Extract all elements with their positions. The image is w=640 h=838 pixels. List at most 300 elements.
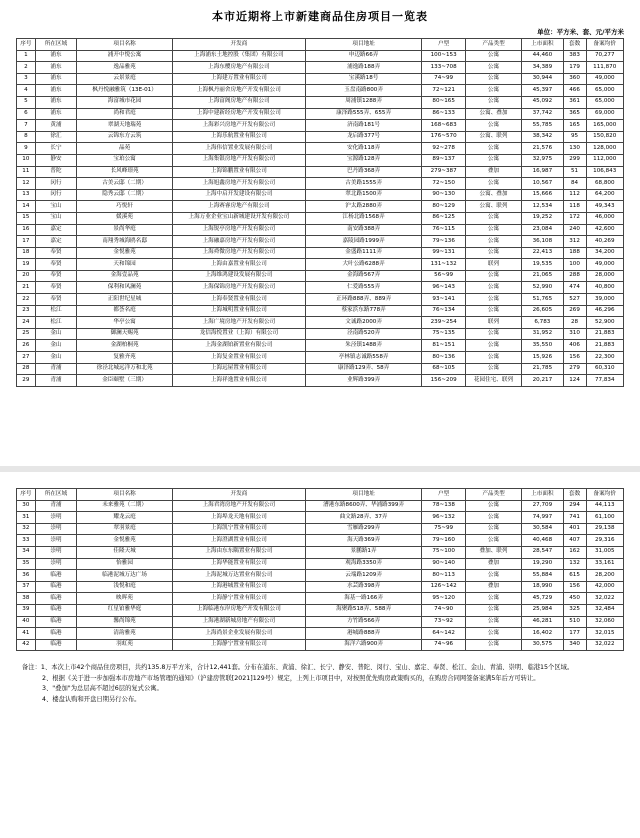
cell-district: 崇明 [35, 512, 77, 524]
cell-project-name: 天和锦园 [77, 259, 173, 271]
header-project-name: 项目名称 [77, 489, 173, 501]
cell-project-name: 浅悦和庭 [77, 581, 173, 593]
cell-district: 静安 [35, 154, 77, 166]
cell-developer: 上海尚景企业发展有限公司 [172, 628, 305, 640]
header-product-type: 产品类型 [465, 39, 521, 51]
cell-index: 14 [17, 201, 36, 213]
table-row [17, 604, 624, 616]
cell-unit-type: 72~121 [422, 85, 466, 97]
cell-developer: 上海金湖铂新置业有限公司 [172, 340, 305, 352]
header-district: 所在区域 [35, 489, 77, 501]
cell-product-type: 公寓 [465, 282, 521, 294]
cell-avg-price: 32,015 [586, 628, 624, 640]
cell-product-type: 公寓 [465, 616, 521, 628]
cell-avg-price: 33,161 [586, 558, 624, 570]
cell-product-type: 公寓 [465, 340, 521, 352]
cell-district: 奉贤 [35, 270, 77, 282]
cell-index: 1 [17, 50, 36, 62]
cell-index: 28 [17, 363, 36, 375]
note-2: 2、根据《关于进一步加强本市房地产市场管理的通知》（沪建房管联[2021]129号）规定，上列上市项目中，对按照优先购房政策购买的，在购房合同网签备案满5年后方可转让。 [42, 674, 540, 682]
cell-project-name: 金悦雅苑 [77, 247, 173, 259]
cell-avg-price: 46,000 [586, 212, 624, 224]
cell-units: 615 [563, 570, 586, 582]
cell-unit-type: 100~153 [422, 50, 466, 62]
cell-area: 30,584 [522, 523, 564, 535]
cell-area: 25,984 [522, 604, 564, 616]
cell-developer: 上海广境房地产开发有限公司 [172, 317, 305, 329]
cell-units: 407 [563, 535, 586, 547]
cell-area: 20,217 [522, 375, 564, 387]
cell-area: 34,389 [522, 62, 564, 74]
cell-district: 浦东 [35, 108, 77, 120]
cell-address: 海洋六路900弄 [305, 639, 421, 651]
cell-index: 13 [17, 189, 36, 201]
table-row [17, 120, 624, 132]
table-row [17, 546, 624, 558]
cell-district: 闵行 [35, 178, 77, 190]
cell-area: 21,785 [522, 363, 564, 375]
table-row [17, 593, 624, 605]
cell-product-type: 公寓 [465, 604, 521, 616]
cell-unit-type: 93~141 [422, 294, 466, 306]
table-row [17, 328, 624, 340]
cell-units: 383 [563, 50, 586, 62]
table-row [17, 282, 624, 294]
cell-index: 12 [17, 178, 36, 190]
cell-unit-type: 68~105 [422, 363, 466, 375]
cell-project-name: 云锦东方云筑 [77, 131, 173, 143]
cell-unit-type: 74~99 [422, 73, 466, 85]
cell-product-type: 公寓 [465, 570, 521, 582]
header-unit-type: 户型 [422, 39, 466, 51]
cell-unit-type: 79~136 [422, 236, 466, 248]
cell-avg-price: 32,060 [586, 616, 624, 628]
cell-units: 165 [563, 120, 586, 132]
cell-area: 30,944 [522, 73, 564, 85]
cell-avg-price: 31,005 [586, 546, 624, 558]
cell-units: 28 [563, 317, 586, 329]
cell-index: 10 [17, 154, 36, 166]
table-row [17, 73, 624, 85]
cell-units: 130 [563, 143, 586, 155]
cell-district: 崇明 [35, 523, 77, 535]
cell-index: 42 [17, 639, 36, 651]
page-divider [0, 466, 640, 472]
header-project-name: 项目名称 [77, 39, 173, 51]
cell-address: 水芸路398弄 [305, 581, 421, 593]
cell-units: 156 [563, 352, 586, 364]
header-product-type: 产品类型 [465, 489, 521, 501]
cell-district: 黄浦 [35, 120, 77, 132]
cell-developer: 上海奉贤置业有限公司 [172, 294, 305, 306]
cell-product-type: 公寓 [465, 62, 521, 74]
cell-product-type: 公寓 [465, 535, 521, 547]
cell-product-type: 公寓 [465, 523, 521, 535]
cell-district: 临港 [35, 628, 77, 640]
table-row [17, 270, 624, 282]
cell-unit-type: 279~387 [422, 166, 466, 178]
cell-area: 55,785 [522, 120, 564, 132]
table-row [17, 570, 624, 582]
cell-index: 9 [17, 143, 36, 155]
cell-units: 132 [563, 558, 586, 570]
header-address: 项目地址 [305, 39, 421, 51]
cell-units: 406 [563, 340, 586, 352]
cell-area: 46,281 [522, 616, 564, 628]
cell-district: 奉贤 [35, 282, 77, 294]
cell-unit-type: 79~160 [422, 535, 466, 547]
table-row [17, 224, 624, 236]
cell-avg-price: 64,200 [586, 189, 624, 201]
cell-district: 临港 [35, 604, 77, 616]
cell-index: 23 [17, 305, 36, 317]
cell-area: 16,987 [522, 166, 564, 178]
cell-product-type: 公寓 [465, 236, 521, 248]
cell-units: 172 [563, 212, 586, 224]
cell-address: 宝溪路18号 [305, 73, 421, 85]
cell-unit-type: 74~90 [422, 604, 466, 616]
cell-area: 45,397 [522, 85, 564, 97]
cell-area: 26,605 [522, 305, 564, 317]
cell-project-name: 金臣颐墅（三期） [77, 375, 173, 387]
cell-avg-price: 49,000 [586, 259, 624, 271]
cell-index: 21 [17, 282, 36, 294]
cell-address: 仁爱路555弄 [305, 282, 421, 294]
header-index: 序号 [17, 489, 36, 501]
cell-index: 25 [17, 328, 36, 340]
table-row [17, 558, 624, 570]
cell-developer: 上海枫丹丽舍房地产开发有限公司 [172, 85, 305, 97]
cell-units: 179 [563, 62, 586, 74]
cell-developer: 上海万业企业宝山新城建设开发有限公司 [172, 212, 305, 224]
cell-area: 21,576 [522, 143, 564, 155]
cell-product-type: 公寓 [465, 305, 521, 317]
cell-product-type: 叠加、联列 [465, 546, 521, 558]
cell-address: 观海路3350弄 [305, 558, 421, 570]
cell-units: 294 [563, 500, 586, 512]
cell-developer: 上海旭鑫房地产开发有限公司 [172, 178, 305, 190]
cell-index: 5 [17, 96, 36, 108]
cell-developer: 上海凯宁置业有限公司 [172, 523, 305, 535]
cell-project-name: 馨尚锦苑 [77, 616, 173, 628]
cell-product-type: 公寓 [465, 512, 521, 524]
cell-avg-price: 61,100 [586, 512, 624, 524]
cell-project-name: 长风峰璟苑 [77, 166, 173, 178]
cell-project-name: 红星铂雅华庭 [77, 604, 173, 616]
header-units: 套数 [563, 489, 586, 501]
cell-avg-price: 68,800 [586, 178, 624, 190]
cell-address: 海基一路166弄 [305, 593, 421, 605]
header-avg-price: 备案均价 [586, 489, 624, 501]
cell-avg-price: 22,300 [586, 352, 624, 364]
cell-product-type: 公寓、叠加 [465, 108, 521, 120]
cell-address: 申迈路66弄 [305, 50, 421, 62]
header-units: 套数 [563, 39, 586, 51]
cell-project-name: 尚和君庭 [77, 108, 173, 120]
table-row [17, 247, 624, 259]
table-row [17, 363, 624, 375]
table-row [17, 340, 624, 352]
cell-developer: 上海锦鹏置业有限公司 [172, 166, 305, 178]
cell-area: 22,413 [522, 247, 564, 259]
cell-address: 巴丹路368弄 [305, 166, 421, 178]
cell-district: 奉贤 [35, 247, 77, 259]
cell-product-type: 公寓 [465, 85, 521, 97]
cell-index: 40 [17, 616, 36, 628]
cell-project-name: 映晖苑 [77, 593, 173, 605]
table-header-row [17, 489, 624, 501]
cell-units: 124 [563, 375, 586, 387]
cell-product-type: 公寓 [465, 143, 521, 155]
cell-address: 港城路888弄 [305, 628, 421, 640]
cell-index: 7 [17, 120, 36, 132]
cell-area: 36,108 [522, 236, 564, 248]
cell-units: 177 [563, 628, 586, 640]
cell-unit-type: 133~708 [422, 62, 466, 74]
note-1: 备注：1、本次上市42个商品住房项目，共约135.8万平方米，合计12,441套。分布在浦东、黄浦、徐汇、长宁、静安、普陀、闵行、宝山、嘉定、奉贤、松江、金山、青浦、崇明、临港15个区域。 [22, 664, 574, 671]
cell-unit-type: 81~151 [422, 340, 466, 352]
cell-address: 宝源路128弄 [305, 154, 421, 166]
cell-product-type: 公寓 [465, 500, 521, 512]
cell-product-type: 公寓 [465, 96, 521, 108]
cell-address: 方竹路566弄 [305, 616, 421, 628]
cell-district: 浦东 [35, 50, 77, 62]
cell-developer: 上海临港东岸房地产开发有限公司 [172, 604, 305, 616]
cell-address: 沪太路2880弄 [305, 201, 421, 213]
cell-units: 240 [563, 224, 586, 236]
table-header-row [17, 39, 624, 51]
cell-district: 金山 [35, 340, 77, 352]
cell-index: 41 [17, 628, 36, 640]
table-row [17, 305, 624, 317]
cell-area: 38,342 [522, 131, 564, 143]
cell-developer: 上海泥城万达置业有限公司 [172, 570, 305, 582]
cell-developer: 上海锐亭房地产开发有限公司 [172, 224, 305, 236]
cell-product-type: 叠加 [465, 166, 521, 178]
cell-avg-price: 165,000 [586, 120, 624, 132]
cell-project-name: 景尚华庭 [77, 224, 173, 236]
table-row [17, 294, 624, 306]
cell-index: 32 [17, 523, 36, 535]
cell-avg-price: 32,022 [586, 593, 624, 605]
cell-district: 临港 [35, 616, 77, 628]
cell-unit-type: 56~99 [422, 270, 466, 282]
cell-address: 文诚路2000弄 [305, 317, 421, 329]
project-table-part2 [16, 488, 624, 651]
cell-area: 10,567 [522, 178, 564, 190]
cell-units: 112 [563, 189, 586, 201]
cell-units: 365 [563, 108, 586, 120]
cell-product-type: 公寓 [465, 247, 521, 259]
cell-address: 雪雁路299弄 [305, 523, 421, 535]
cell-address: 江杨北路1568弄 [305, 212, 421, 224]
cell-district: 奉贤 [35, 259, 77, 271]
cell-district: 嘉定 [35, 224, 77, 236]
cell-area: 74,997 [522, 512, 564, 524]
cell-index: 17 [17, 236, 36, 248]
cell-area: 40,468 [522, 535, 564, 547]
cell-index: 19 [17, 259, 36, 271]
cell-project-name: 正阳世纪星城 [77, 294, 173, 306]
cell-address: 正环路888弄、889弄 [305, 294, 421, 306]
cell-address: 金盛路1111弄 [305, 247, 421, 259]
cell-avg-price: 40,269 [586, 236, 624, 248]
cell-area: 23,084 [522, 224, 564, 236]
cell-index: 39 [17, 604, 36, 616]
cell-address: 济南路181号 [305, 120, 421, 132]
cell-area: 21,065 [522, 270, 564, 282]
cell-address: 翠北路1500弄 [305, 189, 421, 201]
cell-district: 金山 [35, 328, 77, 340]
cell-area: 44,460 [522, 50, 564, 62]
cell-developer: 上海祥逸置业有限公司 [172, 375, 305, 387]
header-area: 上市面积 [522, 489, 564, 501]
cell-district: 青浦 [35, 500, 77, 512]
cell-units: 325 [563, 604, 586, 616]
cell-project-name: 巧悦轩 [77, 201, 173, 213]
cell-avg-price: 40,800 [586, 282, 624, 294]
cell-product-type: 公寓 [465, 178, 521, 190]
cell-avg-price: 77,834 [586, 375, 624, 387]
cell-address: 玉盘南路800弄 [305, 85, 421, 97]
cell-address: 嘉陵园路1999弄 [305, 236, 421, 248]
cell-district: 崇明 [35, 558, 77, 570]
cell-unit-type: 73~92 [422, 616, 466, 628]
cell-units: 95 [563, 131, 586, 143]
cell-project-name: 云景景庭 [77, 73, 173, 85]
cell-avg-price: 52,900 [586, 317, 624, 329]
cell-district: 临港 [35, 570, 77, 582]
cell-avg-price: 69,000 [586, 108, 624, 120]
cell-units: 310 [563, 328, 586, 340]
cell-address: 景鹏路1弄 [305, 546, 421, 558]
cell-address: 海聚路518弄、588弄 [305, 604, 421, 616]
table-row [17, 317, 624, 329]
cell-developer: 上海保锦房地产开发有限公司 [172, 282, 305, 294]
cell-unit-type: 72~150 [422, 178, 466, 190]
cell-district: 浦东 [35, 85, 77, 97]
cell-avg-price: 60,310 [586, 363, 624, 375]
cell-product-type: 公寓 [465, 50, 521, 62]
cell-project-name: 都荟名庭 [77, 305, 173, 317]
cell-index: 18 [17, 247, 36, 259]
cell-project-name: 枫丹悦融雅筑（13E-01） [77, 85, 173, 97]
cell-district: 普陀 [35, 166, 77, 178]
cell-area: 55,884 [522, 570, 564, 582]
cell-district: 长宁 [35, 143, 77, 155]
cell-project-name: 隐秀云邸（二期） [77, 189, 173, 201]
cell-unit-type: 92~278 [422, 143, 466, 155]
notes-section [22, 663, 622, 705]
cell-area: 15,666 [522, 189, 564, 201]
cell-area: 16,402 [522, 628, 564, 640]
cell-unit-type: 89~137 [422, 154, 466, 166]
cell-avg-price: 111,870 [586, 62, 624, 74]
cell-address: 周浦镇1288弄 [305, 96, 421, 108]
cell-developer: 上海复金置业有限公司 [172, 352, 305, 364]
cell-area: 45,729 [522, 593, 564, 605]
cell-developer: 上海澄湖置业有限公司 [172, 535, 305, 547]
cell-developer: 龙信海悦置业（上海）有限公司 [172, 328, 305, 340]
cell-index: 11 [17, 166, 36, 178]
cell-area: 51,765 [522, 294, 564, 306]
cell-units: 361 [563, 96, 586, 108]
cell-address: 南安路388弄 [305, 224, 421, 236]
cell-district: 崇明 [35, 535, 77, 547]
cell-area: 28,547 [522, 546, 564, 558]
cell-unit-type: 168~683 [422, 120, 466, 132]
cell-district: 临港 [35, 581, 77, 593]
cell-developer: 上海东樱房地产有限公司 [172, 62, 305, 74]
cell-district: 临港 [35, 639, 77, 651]
cell-avg-price: 34,200 [586, 247, 624, 259]
cell-units: 527 [563, 294, 586, 306]
cell-district: 嘉定 [35, 236, 77, 248]
cell-index: 37 [17, 581, 36, 593]
cell-avg-price: 39,000 [586, 294, 624, 306]
cell-project-name: 复雅齐苑 [77, 352, 173, 364]
cell-address: 亭林镇志诚路558弄 [305, 352, 421, 364]
cell-developer: 上海舜微房地产开发有限公司 [172, 247, 305, 259]
cell-project-name: 耀龙云庭 [77, 512, 173, 524]
cell-product-type: 公寓 [465, 212, 521, 224]
cell-units: 450 [563, 593, 586, 605]
cell-index: 29 [17, 375, 36, 387]
cell-developer: 上海富阁房地产有限公司 [172, 96, 305, 108]
cell-product-type: 公寓 [465, 639, 521, 651]
header-district: 所在区域 [35, 39, 77, 51]
cell-avg-price: 28,000 [586, 270, 624, 282]
cell-unit-type: 86~133 [422, 108, 466, 120]
cell-units: 401 [563, 523, 586, 535]
cell-avg-price: 112,000 [586, 154, 624, 166]
cell-avg-price: 28,200 [586, 570, 624, 582]
cell-avg-price: 128,000 [586, 143, 624, 155]
cell-units: 510 [563, 616, 586, 628]
cell-area: 6,783 [522, 317, 564, 329]
cell-developer: 上海城明置业有限公司 [172, 305, 305, 317]
cell-product-type: 叠加 [465, 581, 521, 593]
cell-project-name: 翠湖天地瑞苑 [77, 120, 173, 132]
cell-units: 51 [563, 166, 586, 178]
cell-project-name: 华亭公寓 [77, 317, 173, 329]
cell-address: 浦逸路188弄 [305, 62, 421, 74]
cell-index: 16 [17, 224, 36, 236]
cell-product-type: 公寓、联列 [465, 131, 521, 143]
cell-area: 19,252 [522, 212, 564, 224]
cell-developer: 上海伟信置业发展有限公司 [172, 143, 305, 155]
cell-developer: 上海静宁置业有限公司 [172, 593, 305, 605]
cell-units: 162 [563, 546, 586, 558]
cell-unit-type: 76~115 [422, 224, 466, 236]
cell-index: 6 [17, 108, 36, 120]
cell-unit-type: 90~140 [422, 558, 466, 570]
cell-project-name: 南翔秀城海鸥名邸 [77, 236, 173, 248]
cell-avg-price: 49,343 [586, 201, 624, 213]
cell-district: 闵行 [35, 189, 77, 201]
cell-avg-price: 70,277 [586, 50, 624, 62]
cell-units: 188 [563, 247, 586, 259]
note-3: 3、"叠加"为总层高不超过6层的复式公寓。 [42, 685, 163, 692]
cell-area: 35,550 [522, 340, 564, 352]
cell-area: 27,709 [522, 500, 564, 512]
cell-unit-type: 95~120 [422, 593, 466, 605]
cell-index: 8 [17, 131, 36, 143]
cell-developer: 上海赛睿房地产有限公司 [172, 201, 305, 213]
cell-project-name: 清韵雅苑 [77, 628, 173, 640]
cell-district: 青浦 [35, 363, 77, 375]
cell-unit-type: 80~129 [422, 201, 466, 213]
